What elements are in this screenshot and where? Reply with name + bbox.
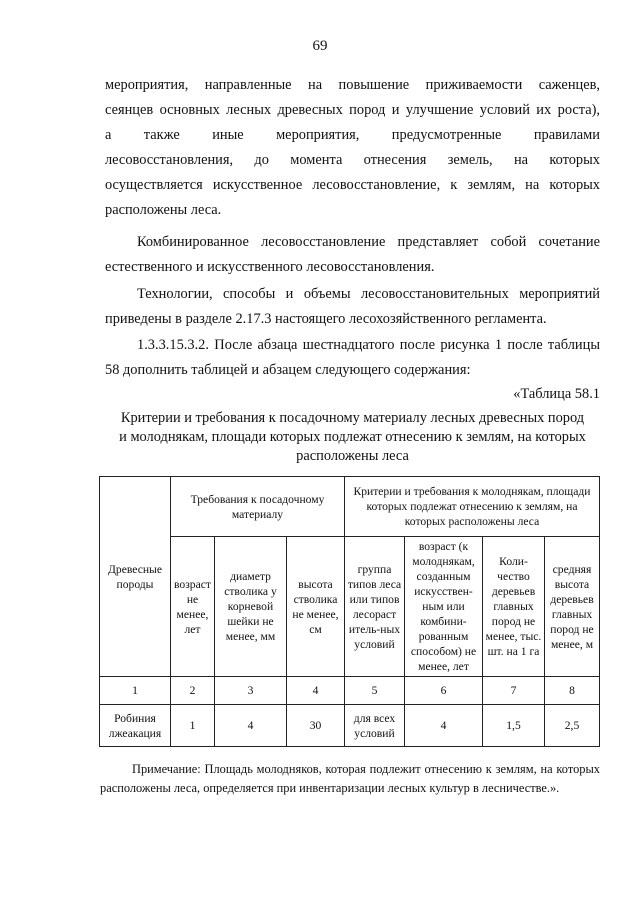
table-caption xyxy=(100,409,605,466)
column-number-row xyxy=(100,677,600,705)
paragraph-1-line: осуществляется искусственное лесовосстановление, к землям, на которых xyxy=(105,177,600,193)
table-caption-line: расположены леса xyxy=(296,448,409,464)
header-column: возраст (к молоднякам, созданным искусствен-ным или комбини-рованным способом) не менее, лет xyxy=(405,537,483,677)
header-species: Древесные породы xyxy=(100,477,171,677)
header-column: группа типов леса или типов лесораст итель-ных условий xyxy=(345,537,405,677)
table-cell: 4 xyxy=(215,705,287,747)
criteria-table xyxy=(99,476,600,747)
table-label: «Таблица 58.1 xyxy=(513,386,600,402)
column-number: 1 xyxy=(100,677,171,705)
table-cell: Робиния лжеакация xyxy=(100,705,171,747)
paragraph-1-line: лесовосстановления, до момента отнесения земель, на которых xyxy=(105,152,600,168)
table-row xyxy=(100,705,600,747)
column-number: 5 xyxy=(345,677,405,705)
column-number: 4 xyxy=(287,677,345,705)
column-number: 3 xyxy=(215,677,287,705)
table-caption-line: Критерии и требования к посадочному материалу лесных древесных пород xyxy=(120,410,585,426)
paragraph-1 xyxy=(105,73,600,223)
table-cell: 2,5 xyxy=(545,705,600,747)
header-column: Коли-чество деревьев главных пород не менее, тыс. шт. на 1 га xyxy=(483,537,545,677)
column-number: 8 xyxy=(545,677,600,705)
header-column: средняя высота деревьев главных пород не менее, м xyxy=(545,537,600,677)
header-column: возраст не менее, лет xyxy=(171,537,215,677)
paragraph-1-line: а также иные мероприятия, предусмотренные правилами xyxy=(105,127,600,143)
paragraph-1-line: сеянцев основных лесных древесных пород и улучшение условий их роста), xyxy=(105,102,600,118)
paragraph-1-line: расположены леса. xyxy=(105,202,222,218)
header-young-stands: Критерии и требования к молоднякам, площади которых подлежат отнесению к землям, на которых расположены леса xyxy=(345,477,600,537)
table-cell: для всех условий xyxy=(345,705,405,747)
column-number: 2 xyxy=(171,677,215,705)
table-cell: 4 xyxy=(405,705,483,747)
header-planting-material: Требования к посадочному материалу xyxy=(171,477,345,537)
paragraph-1-line: мероприятия, направленные на повышение приживаемости саженцев, xyxy=(105,77,600,93)
table-cell: 1 xyxy=(171,705,215,747)
page-number: 69 xyxy=(312,38,328,54)
paragraph-3: Технологии, способы и объемы лесовосстановительных мероприятий приведены в разделе 2.17.3 настоящего лесохозяйственного регламента. xyxy=(105,286,600,327)
table-note: Примечание: Площадь молодняков, которая подлежит отнесению к землям, на которых расположены леса, определяется при инвентаризации лесных культур в лесничестве.». xyxy=(100,762,600,795)
header-column: высота стволика не менее, см xyxy=(287,537,345,677)
paragraph-4: 1.3.3.15.3.2. После абзаца шестнадцатого после рисунка 1 после таблицы 58 дополнить таблицей и абзацем следующего содержания: xyxy=(105,337,600,378)
paragraph-2: Комбинированное лесовосстановление представляет собой сочетание естественного и искусственного лесовосстановления. xyxy=(105,234,600,275)
column-number: 6 xyxy=(405,677,483,705)
table-cell: 1,5 xyxy=(483,705,545,747)
column-number: 7 xyxy=(483,677,545,705)
header-column: диаметр стволика у корневой шейки не менее, мм xyxy=(215,537,287,677)
table-cell: 30 xyxy=(287,705,345,747)
table-caption-line: и молоднякам, площади которых подлежат отнесению к землям, на которых xyxy=(119,429,586,445)
